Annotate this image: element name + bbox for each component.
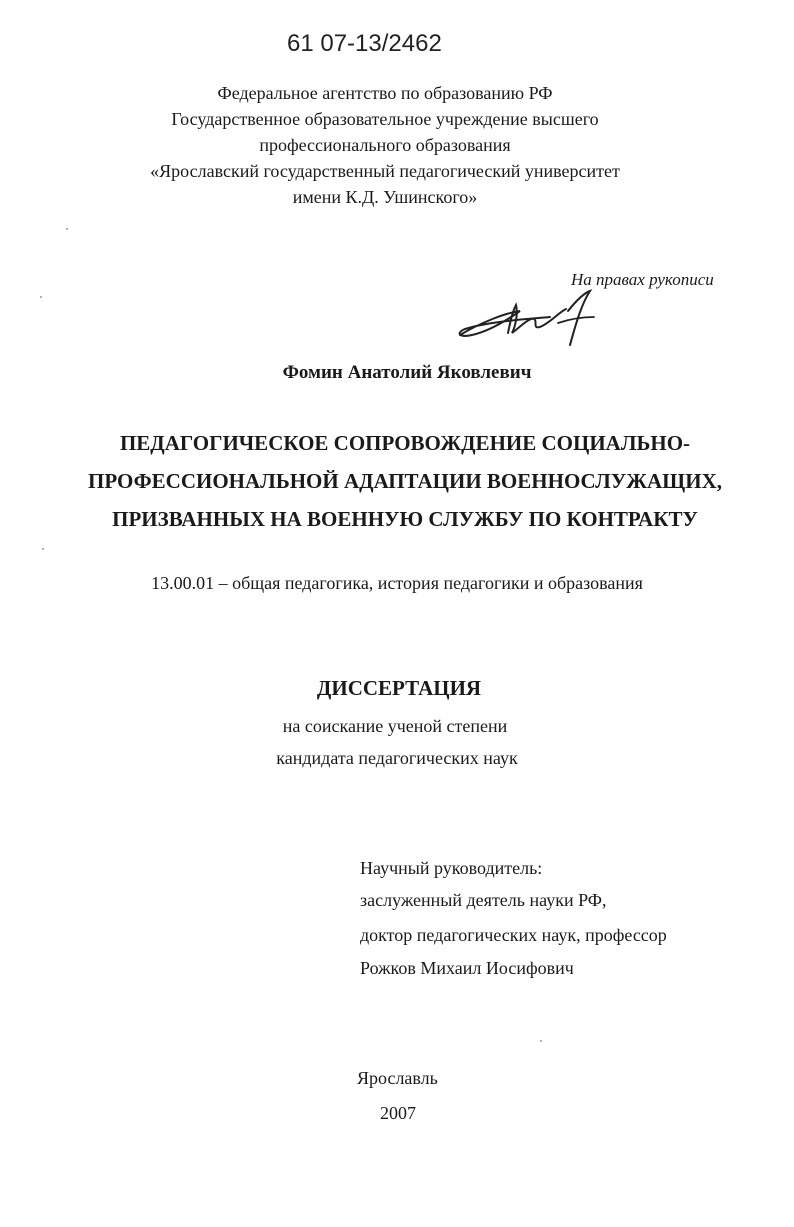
institution-line: Государственное образовательное учреждение высшего	[171, 109, 599, 129]
supervisor-label: Научный руководитель:	[360, 858, 543, 878]
year: 2007	[380, 1103, 416, 1123]
supervisor-line: заслуженный деятель науки РФ,	[360, 890, 607, 910]
scan-speck	[40, 296, 42, 298]
scan-speck	[42, 548, 44, 550]
author-name: Фомин Анатолий Яковлевич	[282, 362, 532, 383]
institution-line: «Ярославский государственный педагогический университет	[150, 161, 620, 181]
institution-line: профессионального образования	[259, 135, 511, 155]
city: Ярославль	[357, 1068, 438, 1088]
supervisor-name: Рожков Михаил Иосифович	[360, 958, 574, 978]
specialty-code: 13.00.01 – общая педагогика, история педагогики и образования	[151, 573, 643, 593]
manuscript-rights-note: На правах рукописи	[571, 270, 714, 289]
title-line: ПРИЗВАННЫХ НА ВОЕННУЮ СЛУЖБУ ПО КОНТРАКТУ	[112, 507, 698, 531]
degree-line: на соискание ученой степени	[282, 716, 508, 736]
dissertation-title	[8, 424, 794, 538]
scan-speck	[540, 1040, 542, 1042]
document-number: 61 07-13/2462	[287, 30, 442, 57]
scan-speck	[66, 228, 68, 230]
degree-line: кандидата педагогических наук	[276, 748, 518, 768]
institution-line: Федеральное агентство по образованию РФ	[217, 83, 553, 103]
institution-line: имени К.Д. Ушинского»	[292, 187, 478, 207]
document-type: ДИССЕРТАЦИЯ	[316, 676, 482, 700]
institution-header	[0, 80, 782, 210]
title-line: ПЕДАГОГИЧЕСКОЕ СОПРОВОЖДЕНИЕ СОЦИАЛЬНО-	[119, 431, 691, 455]
title-line: ПРОФЕССИОНАЛЬНОЙ АДАПТАЦИИ ВОЕННОСЛУЖАЩИХ,	[88, 469, 722, 493]
supervisor-line: доктор педагогических наук, профессор	[360, 925, 667, 945]
signature-icon	[450, 283, 600, 353]
